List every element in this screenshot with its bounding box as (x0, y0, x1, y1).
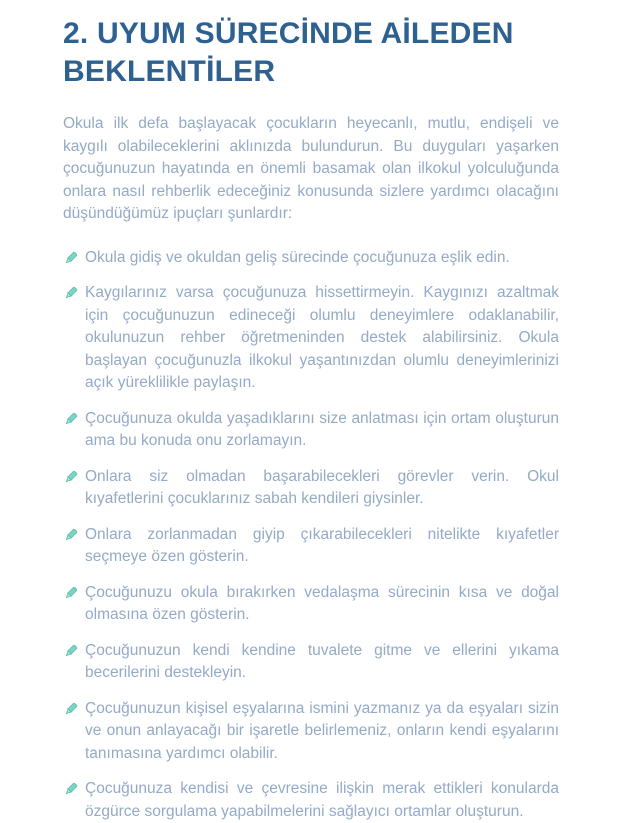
list-item-text: Onlara zorlanmadan giyip çıkarabilecekleri nitelikte kıyafetler seçmeye özen gösterin. (85, 524, 559, 569)
list-item-9 (63, 778, 559, 823)
list-item-4 (63, 466, 559, 511)
quill-pencil-icon (63, 698, 85, 717)
quill-pencil-icon (63, 247, 85, 266)
quill-pencil-icon (63, 524, 85, 543)
quill-pencil-icon (63, 582, 85, 601)
quill-pencil-icon (63, 282, 85, 301)
page-title: 2. UYUM SÜRECİNDE AİLEDEN BEKLENTİLER (63, 15, 559, 91)
list-item-3 (63, 408, 559, 453)
list-item-7 (63, 640, 559, 685)
quill-pencil-icon (63, 408, 85, 427)
list-item-8 (63, 698, 559, 766)
list-item-2 (63, 282, 559, 395)
quill-pencil-icon (63, 466, 85, 485)
list-item-text: Çocuğunuza okulda yaşadıklarını size anlatması için ortam oluşturun ama bu konuda onu zorlamayın. (85, 408, 559, 453)
quill-pencil-icon (63, 778, 85, 797)
intro-paragraph: Okula ilk defa başlayacak çocukların heyecanlı, mutlu, endişeli ve kaygılı olabileceklerini aklınızda bulundurun. Bu duyguları yaşarken çocuğunuzun hayatında en önemli basamak olan ilkokul yolculuğunda onlara nasıl rehberlik edeceğiniz konusunda sizlere yardımcı olacağını düşündüğümüz ipuçları şunlardır: (63, 113, 559, 226)
tips-list (63, 247, 559, 823)
list-item-text: Çocuğunuzun kendi kendine tuvalete gitme ve ellerini yıkama becerilerini destekleyin. (85, 640, 559, 685)
list-item-text: Kaygılarınız varsa çocuğunuza hissettirmeyin. Kaygınızı azaltmak için çocuğunuzun edineceği olumlu deneyimlere odaklanabilir, okulunuzun rehber öğretmeninden destek alabilirsiniz. Okula başlayan çocuğunuzla ilkokul yaşantınızdan olumlu deneyimlerinizi açık yüreklilikle paylaşın. (85, 282, 559, 395)
list-item-text: Çocuğunuzun kişisel eşyalarına ismini yazmanız ya da eşyaları sizin ve onun anlayacağı bir işaretle belirlemeniz, onların kendi eşyalarını tanımasına yardımcı olabilir. (85, 698, 559, 766)
list-item-6 (63, 582, 559, 627)
quill-pencil-icon (63, 640, 85, 659)
list-item-5 (63, 524, 559, 569)
list-item-text: Çocuğunuzu okula bırakırken vedalaşma sürecinin kısa ve doğal olmasına özen gösterin. (85, 582, 559, 627)
list-item-text: Onlara siz olmadan başarabilecekleri görevler verin. Okul kıyafetlerini çocuklarınız sabah kendileri giysinler. (85, 466, 559, 511)
list-item-text: Okula gidiş ve okuldan geliş sürecinde çocuğunuza eşlik edin. (85, 247, 559, 270)
list-item-1 (63, 247, 559, 270)
list-item-text: Çocuğunuza kendisi ve çevresine ilişkin merak ettikleri konularda özgürce sorgulama yapabilmelerini sağlayıcı ortamlar oluşturun. (85, 778, 559, 823)
